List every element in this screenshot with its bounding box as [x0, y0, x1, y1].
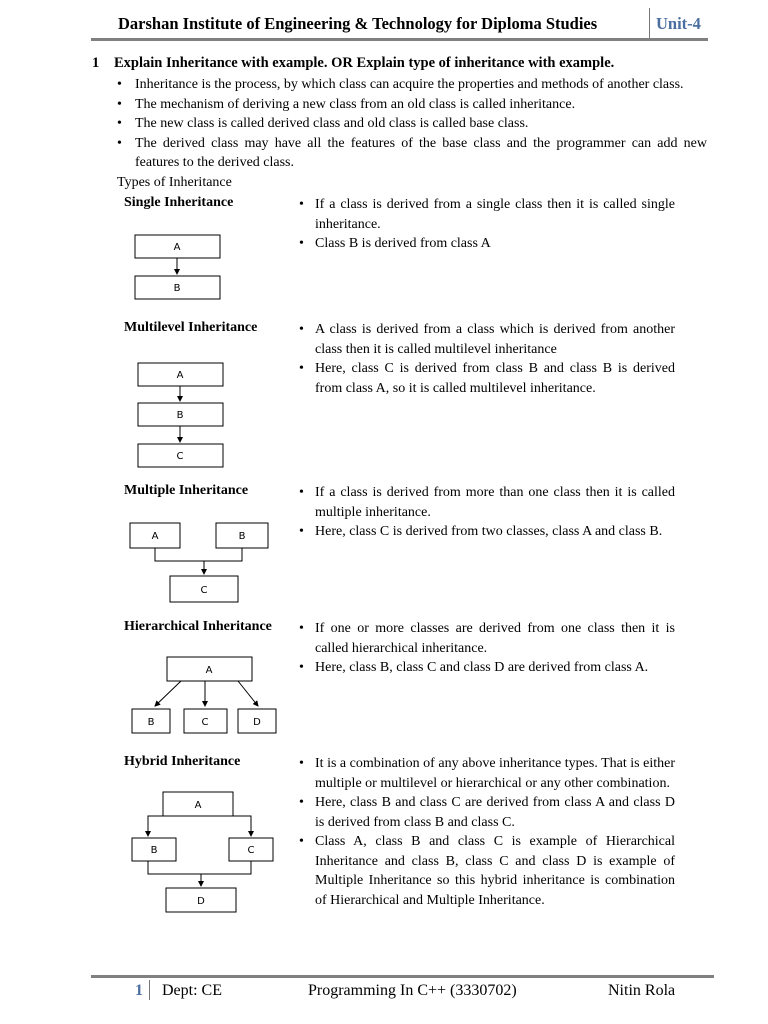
hybrid-arrow-b: [148, 816, 163, 836]
hierarchical-bullet: • Here, class B, class C and class D are derived from class A.: [299, 658, 675, 678]
hybrid-title: Hybrid Inheritance: [124, 754, 241, 769]
types-heading: Types of Inheritance: [117, 175, 232, 190]
multiple-bullet: • If a class is derived from more than one class then it is called multiple inheritance.: [299, 483, 675, 522]
hierarchical-bullets: [299, 619, 675, 678]
multilevel-title: Multilevel Inheritance: [124, 320, 258, 335]
multilevel-bullet: • A class is derived from a class which is derived from another class then it is called multilevel inheritance: [299, 320, 675, 359]
footer-page-number: 1: [135, 982, 143, 999]
hierarchical-title: Hierarchical Inheritance: [124, 619, 272, 634]
hierarchical-arrow-b: [155, 681, 181, 706]
intro-bullet: • The mechanism of deriving a new class from an old class is called inheritance.: [117, 95, 707, 115]
question-text: Explain Inheritance with example. OR Explain type of inheritance with example.: [114, 55, 615, 71]
header-title: Darshan Institute of Engineering & Technology for Diploma Studies: [118, 14, 598, 33]
hybrid-bullet: • Class A, class B and class C is example of Hierarchical Inheritance and class B, class C and class D is example of Multiple Inheritance so this hybrid inheritance is combination of Hierarchical and Multiple Inheritance.: [299, 832, 675, 910]
hierarchical-box-c-label: C: [201, 717, 209, 728]
multiple-box-a-label: A: [151, 531, 159, 542]
header-unit: Unit-4: [656, 14, 701, 33]
hybrid-bullet: • Here, class B and class C are derived from class A and class D is derived from class B and class C.: [299, 793, 675, 832]
hierarchical-box-b-label: B: [147, 717, 155, 728]
intro-bullet: • The derived class may have all the features of the base class and the programmer can add new features to the derived class.: [117, 134, 707, 173]
multiple-bullets: [299, 483, 675, 542]
multilevel-box-a-label: A: [176, 370, 184, 381]
multilevel-bullet: • Here, class C is derived from class B and class B is derived from class A, so it is called multilevel inheritance.: [299, 359, 675, 398]
multiple-connector: [155, 548, 242, 561]
footer-author: Nitin Rola: [608, 982, 676, 999]
multiple-title: Multiple Inheritance: [124, 483, 249, 498]
hybrid-arrow-c: [233, 816, 251, 836]
footer-dept: Dept: CE: [162, 982, 222, 999]
multiple-box-b-label: B: [238, 531, 246, 542]
footer-rule: [91, 975, 714, 978]
single-bullet: • If a class is derived from a single class then it is called single inheritance.: [299, 195, 675, 234]
multilevel-box-c-label: C: [176, 451, 184, 462]
hierarchical-box-d-label: D: [253, 717, 261, 728]
single-box-a-label: A: [173, 242, 181, 253]
single-bullet: • Class B is derived from class A: [299, 234, 675, 254]
multiple-box-c-label: C: [200, 585, 208, 596]
hybrid-box-b-label: B: [150, 845, 158, 856]
hybrid-connector: [148, 861, 251, 874]
single-box-b-label: B: [173, 283, 181, 294]
hybrid-box-a-label: A: [194, 800, 202, 811]
single-title: Single Inheritance: [124, 195, 234, 210]
footer-separator: [149, 980, 150, 1000]
hierarchical-bullet: • If one or more classes are derived from one class then it is called hierarchical inheritance.: [299, 619, 675, 658]
hybrid-box-d-label: D: [197, 896, 205, 907]
multilevel-box-b-label: B: [176, 410, 184, 421]
hierarchical-box-a-label: A: [205, 665, 213, 676]
hybrid-box-c-label: C: [247, 845, 255, 856]
hybrid-bullet: • It is a combination of any above inheritance types. That is either multiple or multilevel or hierarchical or any other combination.: [299, 754, 675, 793]
hybrid-bullets: [299, 754, 675, 910]
hierarchical-arrow-d: [238, 681, 258, 706]
multilevel-bullets: [299, 320, 675, 398]
question-number: 1: [92, 55, 100, 71]
multiple-bullet: • Here, class C is derived from two classes, class A and class B.: [299, 522, 675, 542]
intro-bullet: • The new class is called derived class and old class is called base class.: [117, 114, 707, 134]
footer-course: Programming In C++ (3330702): [308, 982, 517, 999]
intro-bullet: • Inheritance is the process, by which class can acquire the properties and methods of another class.: [117, 75, 707, 95]
